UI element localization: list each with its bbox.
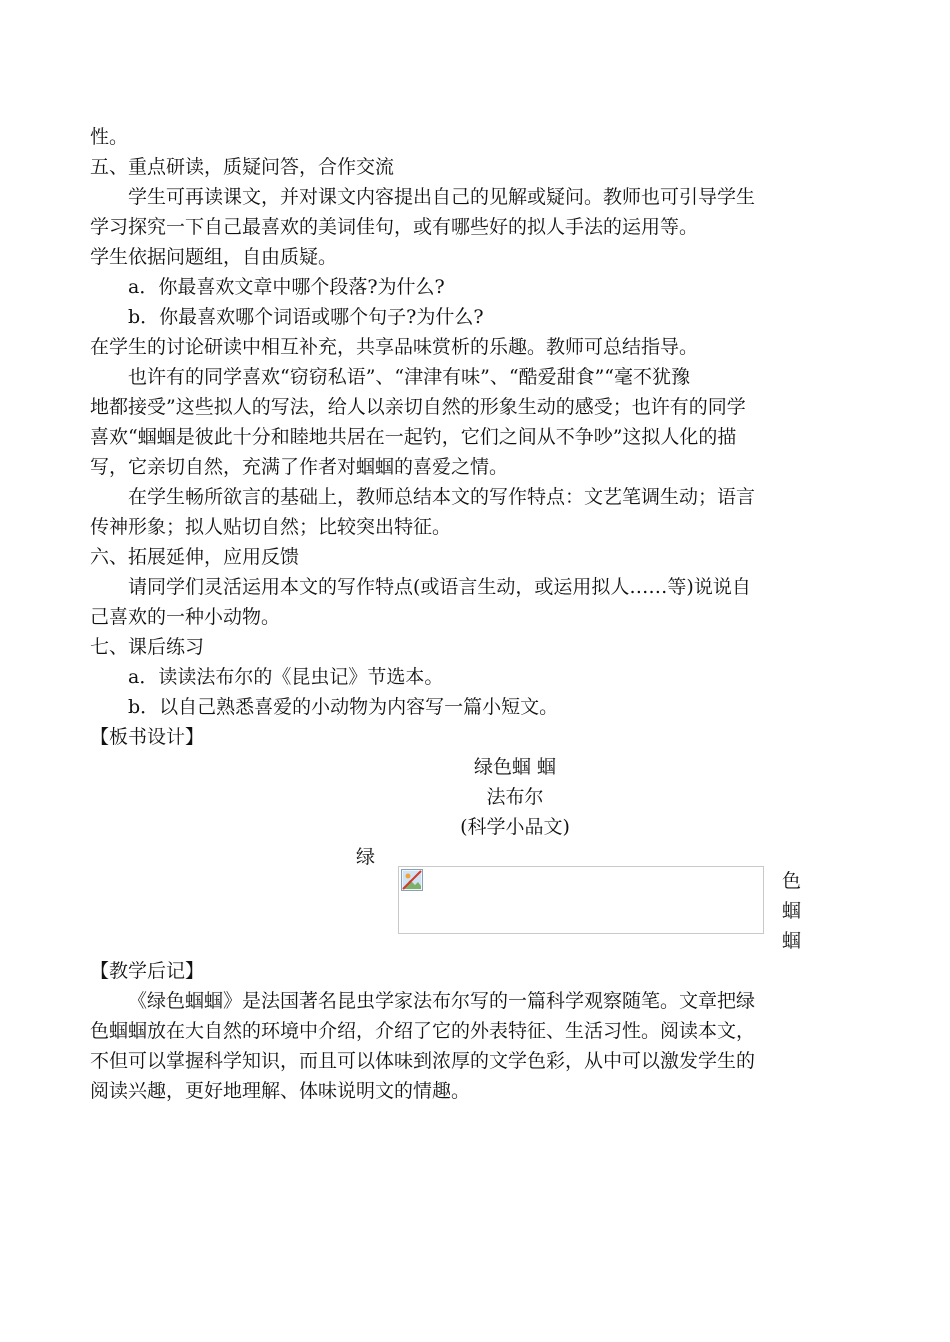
broken-image-placeholder [398, 866, 764, 934]
postscript-line: 阅读兴趣，更好地理解、体味说明文的情趣。 [90, 1080, 471, 1102]
board-author: 法布尔 [486, 786, 544, 808]
board-genre: (科学小品文) [460, 816, 570, 838]
board-design-heading: 【板书设计】 [90, 726, 205, 748]
postscript-line: 《绿色蝈蝈》是法国著名昆虫学家法布尔写的一篇科学观察随笔。文章把绿 [128, 990, 756, 1012]
text-line: 性。 [90, 126, 129, 148]
exercise-a: a．读读法布尔的《昆虫记》节选本。 [128, 666, 444, 688]
board-title: 绿色蝈 蝈 [473, 756, 557, 778]
text-line: 学生可再读课文，并对课文内容提出自己的见解或疑问。教师也可引导学生 [128, 186, 756, 208]
text-line: 也许有的同学喜欢“窃窃私语”、“津津有味”、“酷爱甜食”“毫不犹豫 [128, 366, 690, 388]
text-line: 学生依据问题组，自由质疑。 [90, 246, 338, 268]
postscript-heading: 【教学后记】 [90, 960, 205, 982]
section-heading-7: 七、课后练习 [90, 636, 205, 658]
exercise-b: b．以自己熟悉喜爱的小动物为内容写一篇小短文。 [128, 696, 559, 718]
broken-image-icon [401, 869, 423, 891]
text-line: 喜欢“蝈蝈是彼此十分和睦地共居在一起钓，它们之间从不争吵”这拟人化的描 [90, 426, 737, 448]
text-line: 地都接受”这些拟人的写法，给人以亲切自然的形象生动的感受；也许有的同学 [90, 396, 746, 418]
board-right-char: 蝈 [782, 900, 802, 922]
board-right-char: 色 [782, 870, 802, 892]
text-line: 学习探究一下自己最喜欢的美词佳句，或有哪些好的拟人手法的运用等。 [90, 216, 699, 238]
section-heading-5: 五、重点研读，质疑问答，合作交流 [90, 156, 395, 178]
text-line: 传神形象；拟人贴切自然；比较突出特征。 [90, 516, 452, 538]
postscript-line: 色蝈蝈放在大自然的环境中介绍，介绍了它的外表特征、生活习性。阅读本文， [90, 1020, 756, 1042]
section-heading-6: 六、拓展延伸，应用反馈 [90, 546, 300, 568]
board-right-char: 蝈 [782, 930, 802, 952]
postscript-line: 不但可以掌握科学知识，而且可以体味到浓厚的文学色彩，从中可以激发学生的 [90, 1050, 756, 1072]
question-a: a．你最喜欢文章中哪个段落?为什么? [128, 276, 445, 298]
text-line: 在学生的讨论研读中相互补充，共享品味赏析的乐趣。教师可总结指导。 [90, 336, 699, 358]
text-line: 己喜欢的一种小动物。 [90, 606, 281, 628]
text-line: 写，它亲切自然，充满了作者对蝈蝈的喜爱之情。 [90, 456, 509, 478]
text-line: 在学生畅所欲言的基础上，教师总结本文的写作特点：文艺笔调生动；语言 [128, 486, 756, 508]
board-left-char: 绿 [356, 846, 376, 868]
text-line: 请同学们灵活运用本文的写作特点(或语言生动，或运用拟人……等)说说自 [128, 576, 751, 598]
question-b: b．你最喜欢哪个词语或哪个句子?为什么? [128, 306, 484, 328]
